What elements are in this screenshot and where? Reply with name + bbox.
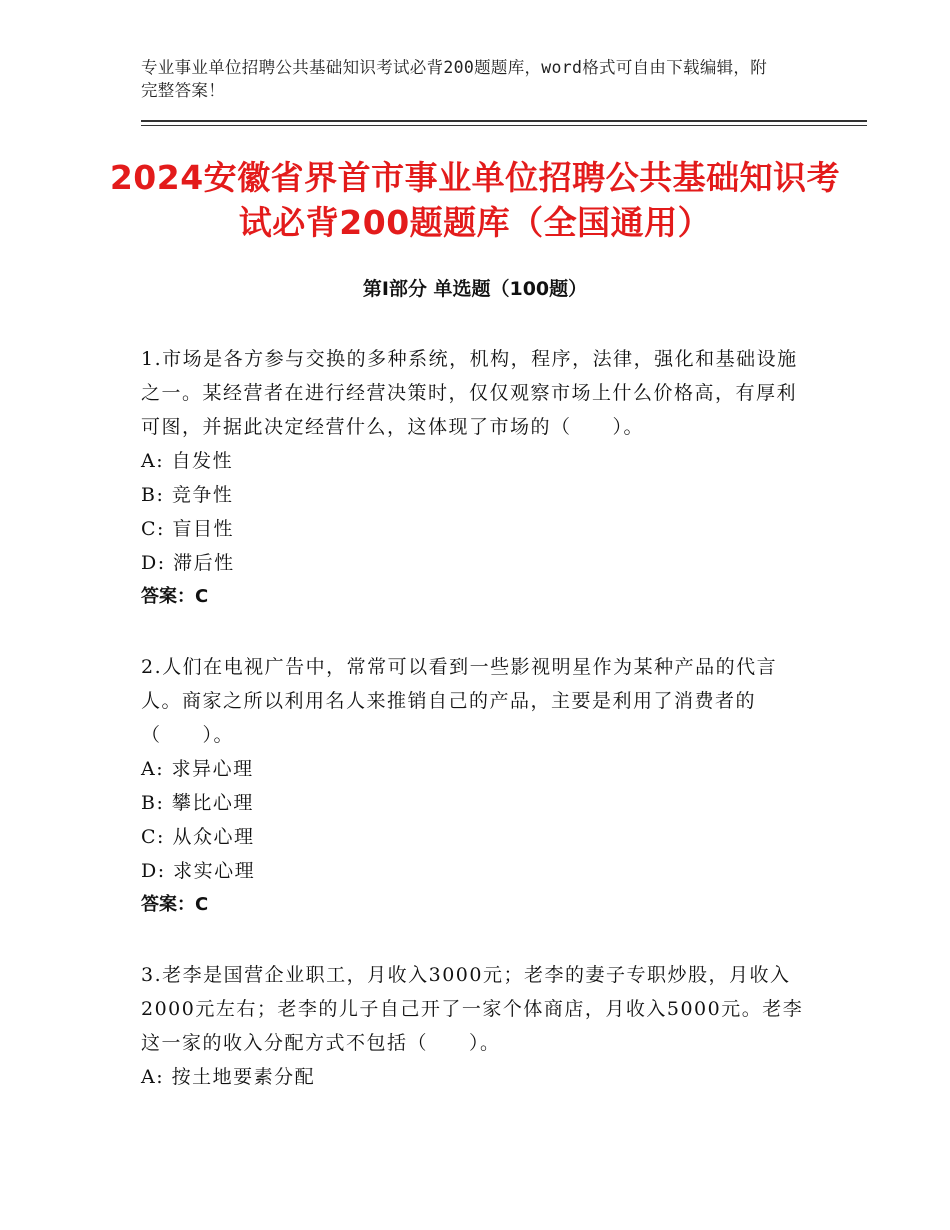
document-title: 2024安徽省界首市事业单位招聘公共基础知识考试必背200题题库（全国通用） bbox=[109, 158, 841, 242]
option-a: A: 求异心理 bbox=[141, 758, 254, 780]
header-divider bbox=[141, 120, 867, 122]
answer-label: 答案：C bbox=[141, 586, 209, 607]
section-title: 第Ⅰ部分 单选题（100题） bbox=[362, 278, 588, 300]
option-c: C: 从众心理 bbox=[141, 826, 255, 848]
question-3 bbox=[141, 958, 811, 1094]
question-1 bbox=[141, 342, 811, 614]
option-c: C: 盲目性 bbox=[141, 518, 234, 540]
header-divider-thin bbox=[141, 125, 867, 126]
option-b: B: 攀比心理 bbox=[141, 792, 254, 814]
question-list bbox=[141, 342, 811, 1130]
option-a: A: 自发性 bbox=[141, 450, 234, 472]
header-note: 专业事业单位招聘公共基础知识考试必背200题题库，word格式可自由下载编辑，附完整答案！ bbox=[141, 58, 768, 100]
option-d: D: 求实心理 bbox=[141, 860, 256, 882]
option-b: B: 竞争性 bbox=[141, 484, 234, 506]
option-a: A: 按土地要素分配 bbox=[141, 1066, 316, 1088]
question-text: 3.老李是国营企业职工，月收入3000元；老李的妻子专职炒股，月收入2000元左右；老李的儿子自己开了一家个体商店，月收入5000元。老李这一家的收入分配方式不包括（ ）。 bbox=[141, 964, 804, 1054]
question-text: 2.人们在电视广告中，常常可以看到一些影视明星作为某种产品的代言人。商家之所以利用名人来推销自己的产品，主要是利用了消费者的（ ）。 bbox=[141, 656, 778, 746]
question-text: 1.市场是各方参与交换的多种系统，机构，程序，法律，强化和基础设施之一。某经营者在进行经营决策时，仅仅观察市场上什么价格高，有厚利可图，并据此决定经营什么，这体现了市场的（ ）。 bbox=[141, 348, 798, 438]
answer-label: 答案：C bbox=[141, 894, 209, 915]
question-2 bbox=[141, 650, 811, 922]
option-d: D: 滞后性 bbox=[141, 552, 235, 574]
